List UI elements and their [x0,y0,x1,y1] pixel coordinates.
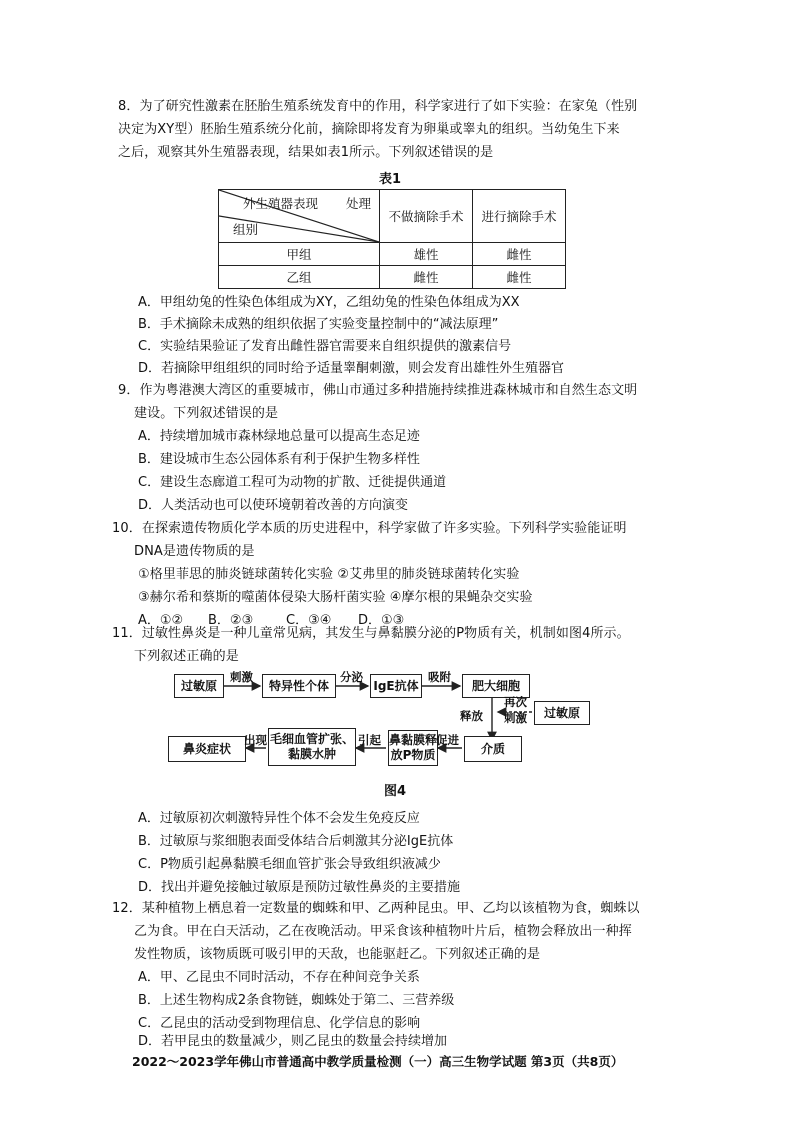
q11-option-a: A．过敏原初次刺激特异性个体不会发生免疫反应 [138,811,420,826]
q10-item-line: ①格里菲思的肺炎链球菌转化实验 ②艾弗里的肺炎链球菌转化实验 [138,567,520,582]
q8-option-c: C．实验结果验证了发育出雌性器官需要来自组织提供的激素信号 [138,339,512,354]
q12-option-a: A．甲、乙昆虫不同时活动，不存在种间竞争关系 [138,970,420,985]
box-lymphocyte: 特异性个体 [262,674,336,698]
q11-stem-line: 下列叙述正确的是 [134,649,239,664]
row-cell: 雌性 [473,243,566,266]
q8-stem-line: 8．为了研究性激素在胚胎生殖系统发育中的作用，科学家进行了如下实验：在家兔（性别 [118,99,638,114]
q10-option-c: C．③④ [286,613,332,628]
q11-option-c: C．P物质引起鼻黏膜毛细血管扩张会导致组织液减少 [138,857,441,872]
header-treatment: 处理 [345,196,371,211]
q9-option-b: B．建设城市生态公园体系有利于保护生物多样性 [138,452,420,467]
q8-option-a: A．甲组幼兔的性染色体组成为XY，乙组幼兔的性染色体组成为XX [138,295,520,310]
q9-option-a: A．持续增加城市森林绿地总量可以提高生态足迹 [138,429,420,444]
row-group: 乙组 [219,266,380,289]
header-group: 组别 [233,222,259,237]
q10-item-line: ③赫尔希和蔡斯的噬菌体侵染大肠杆菌实验 ④摩尔根的果蝇杂交实验 [138,590,533,605]
q9-stem-line: 9．作为粤港澳大湾区的重要城市，佛山市通过多种措施持续推进森林城市和自然生态文明 [118,383,638,398]
q9-option-d: D．人类活动也可以使环境朝着改善的方向演变 [138,498,409,513]
q10-option-a: A．①② [138,613,184,628]
figure-caption: 图4 [383,784,407,799]
q11-option-d: D．找出并避免接触过敏原是预防过敏性鼻炎的主要措施 [138,880,461,895]
q8-option-b: B．手术摘除未成熟的组织依据了实验变量控制中的“减法原理” [138,317,499,332]
edge-label-adsorb: 吸附 [428,670,451,684]
q12-option-b: B．上述生物构成2条食物链，蜘蛛处于第二、三营养级 [138,993,455,1008]
row-cell: 雄性 [380,243,473,266]
q9-option-c: C．建设生态廊道工程可为动物的扩散、迁徙提供通道 [138,475,447,490]
row-cell: 雌性 [473,266,566,289]
box-allergen: 过敏原 [174,674,224,698]
q8-stem-line: 决定为XY型）胚胎生殖系统分化前，摘除即将发育为卵巢或睾丸的组织。当幼兔生下来 [118,122,620,137]
q8-stem-line: 之后，观察其外生殖器表现，结果如表1所示。下列叙述错误的是 [118,145,494,160]
q12-stem-line: 乙为食。甲在白天活动，乙在夜晚活动。甲采食该种植物叶片后，植物会释放出一种挥 [134,924,632,939]
q11-stem-line: 11．过敏性鼻炎是一种儿童常见病，其发生与鼻黏膜分泌的P物质有关，机制如图4所示。 [112,626,630,641]
box-substance-p: 鼻黏膜释放P物质 [388,730,438,766]
page-footer: 2022～2023学年佛山市普通高中教学质量检测（一）高三生物学试题 第3页（共8页） [132,1054,624,1069]
q10-stem-line: DNA是遗传物质的是 [134,544,255,559]
edge-label-again: 再次 [504,695,527,709]
header-col-no-surgery: 不做摘除手术 [380,190,473,243]
q12-stem-line: 12．某种植物上栖息着一定数量的蜘蛛和甲、乙两种昆虫。甲、乙均以该植物为食，蜘蛛以 [112,901,640,916]
q12-option-d: D．若甲昆虫的数量减少，则乙昆虫的数量会持续增加 [138,1034,448,1049]
q9-stem-line: 建设。下列叙述错误的是 [134,406,279,421]
mechanism-figure [160,668,620,778]
table-row [219,243,566,266]
box-mast-cell: 肥大细胞 [462,674,530,698]
header-genital: 外生殖器表现 [243,196,319,211]
box-ige: IgE抗体 [370,674,422,698]
result-table [218,189,566,289]
box-capillary: 毛细血管扩张、黏膜水肿 [268,728,356,766]
table-diagonal-header [219,190,380,243]
q10-option-d: D．①③ [358,613,405,628]
edge-label-release: 释放 [460,709,483,723]
q10-stem-line: 10．在探索遗传物质化学本质的历史进程中，科学家做了许多实验。下列科学实验能证明 [112,521,627,536]
box-allergen-again: 过敏原 [534,701,590,725]
row-cell: 雌性 [380,266,473,289]
edge-label-appear: 出现 [244,733,267,747]
edge-label-again-stimulate: 刺激 [504,711,527,725]
table-row [219,266,566,289]
edge-label-stimulate: 刺激 [230,670,253,684]
q12-stem-line: 发性物质，该物质既可吸引甲的天敌，也能驱赶乙。下列叙述正确的是 [134,947,541,962]
q11-option-b: B．过敏原与浆细胞表面受体结合后刺激其分泌IgE抗体 [138,834,454,849]
header-col-surgery: 进行摘除手术 [473,190,566,243]
row-group: 甲组 [219,243,380,266]
q10-option-b: B．②③ [208,613,254,628]
edge-label-cause: 引起 [358,733,381,747]
edge-label-secrete: 分泌 [340,670,363,684]
table-caption: 表1 [378,172,402,187]
box-mediator: 介质 [464,736,522,762]
box-symptom: 鼻炎症状 [168,736,246,762]
q8-option-d: D．若摘除甲组组织的同时给予适量睾酮刺激，则会发育出雄性外生殖器官 [138,361,565,376]
q12-option-c: C．乙昆虫的活动受到物理信息、化学信息的影响 [138,1016,421,1031]
edge-label-promote: 促进 [436,733,459,747]
